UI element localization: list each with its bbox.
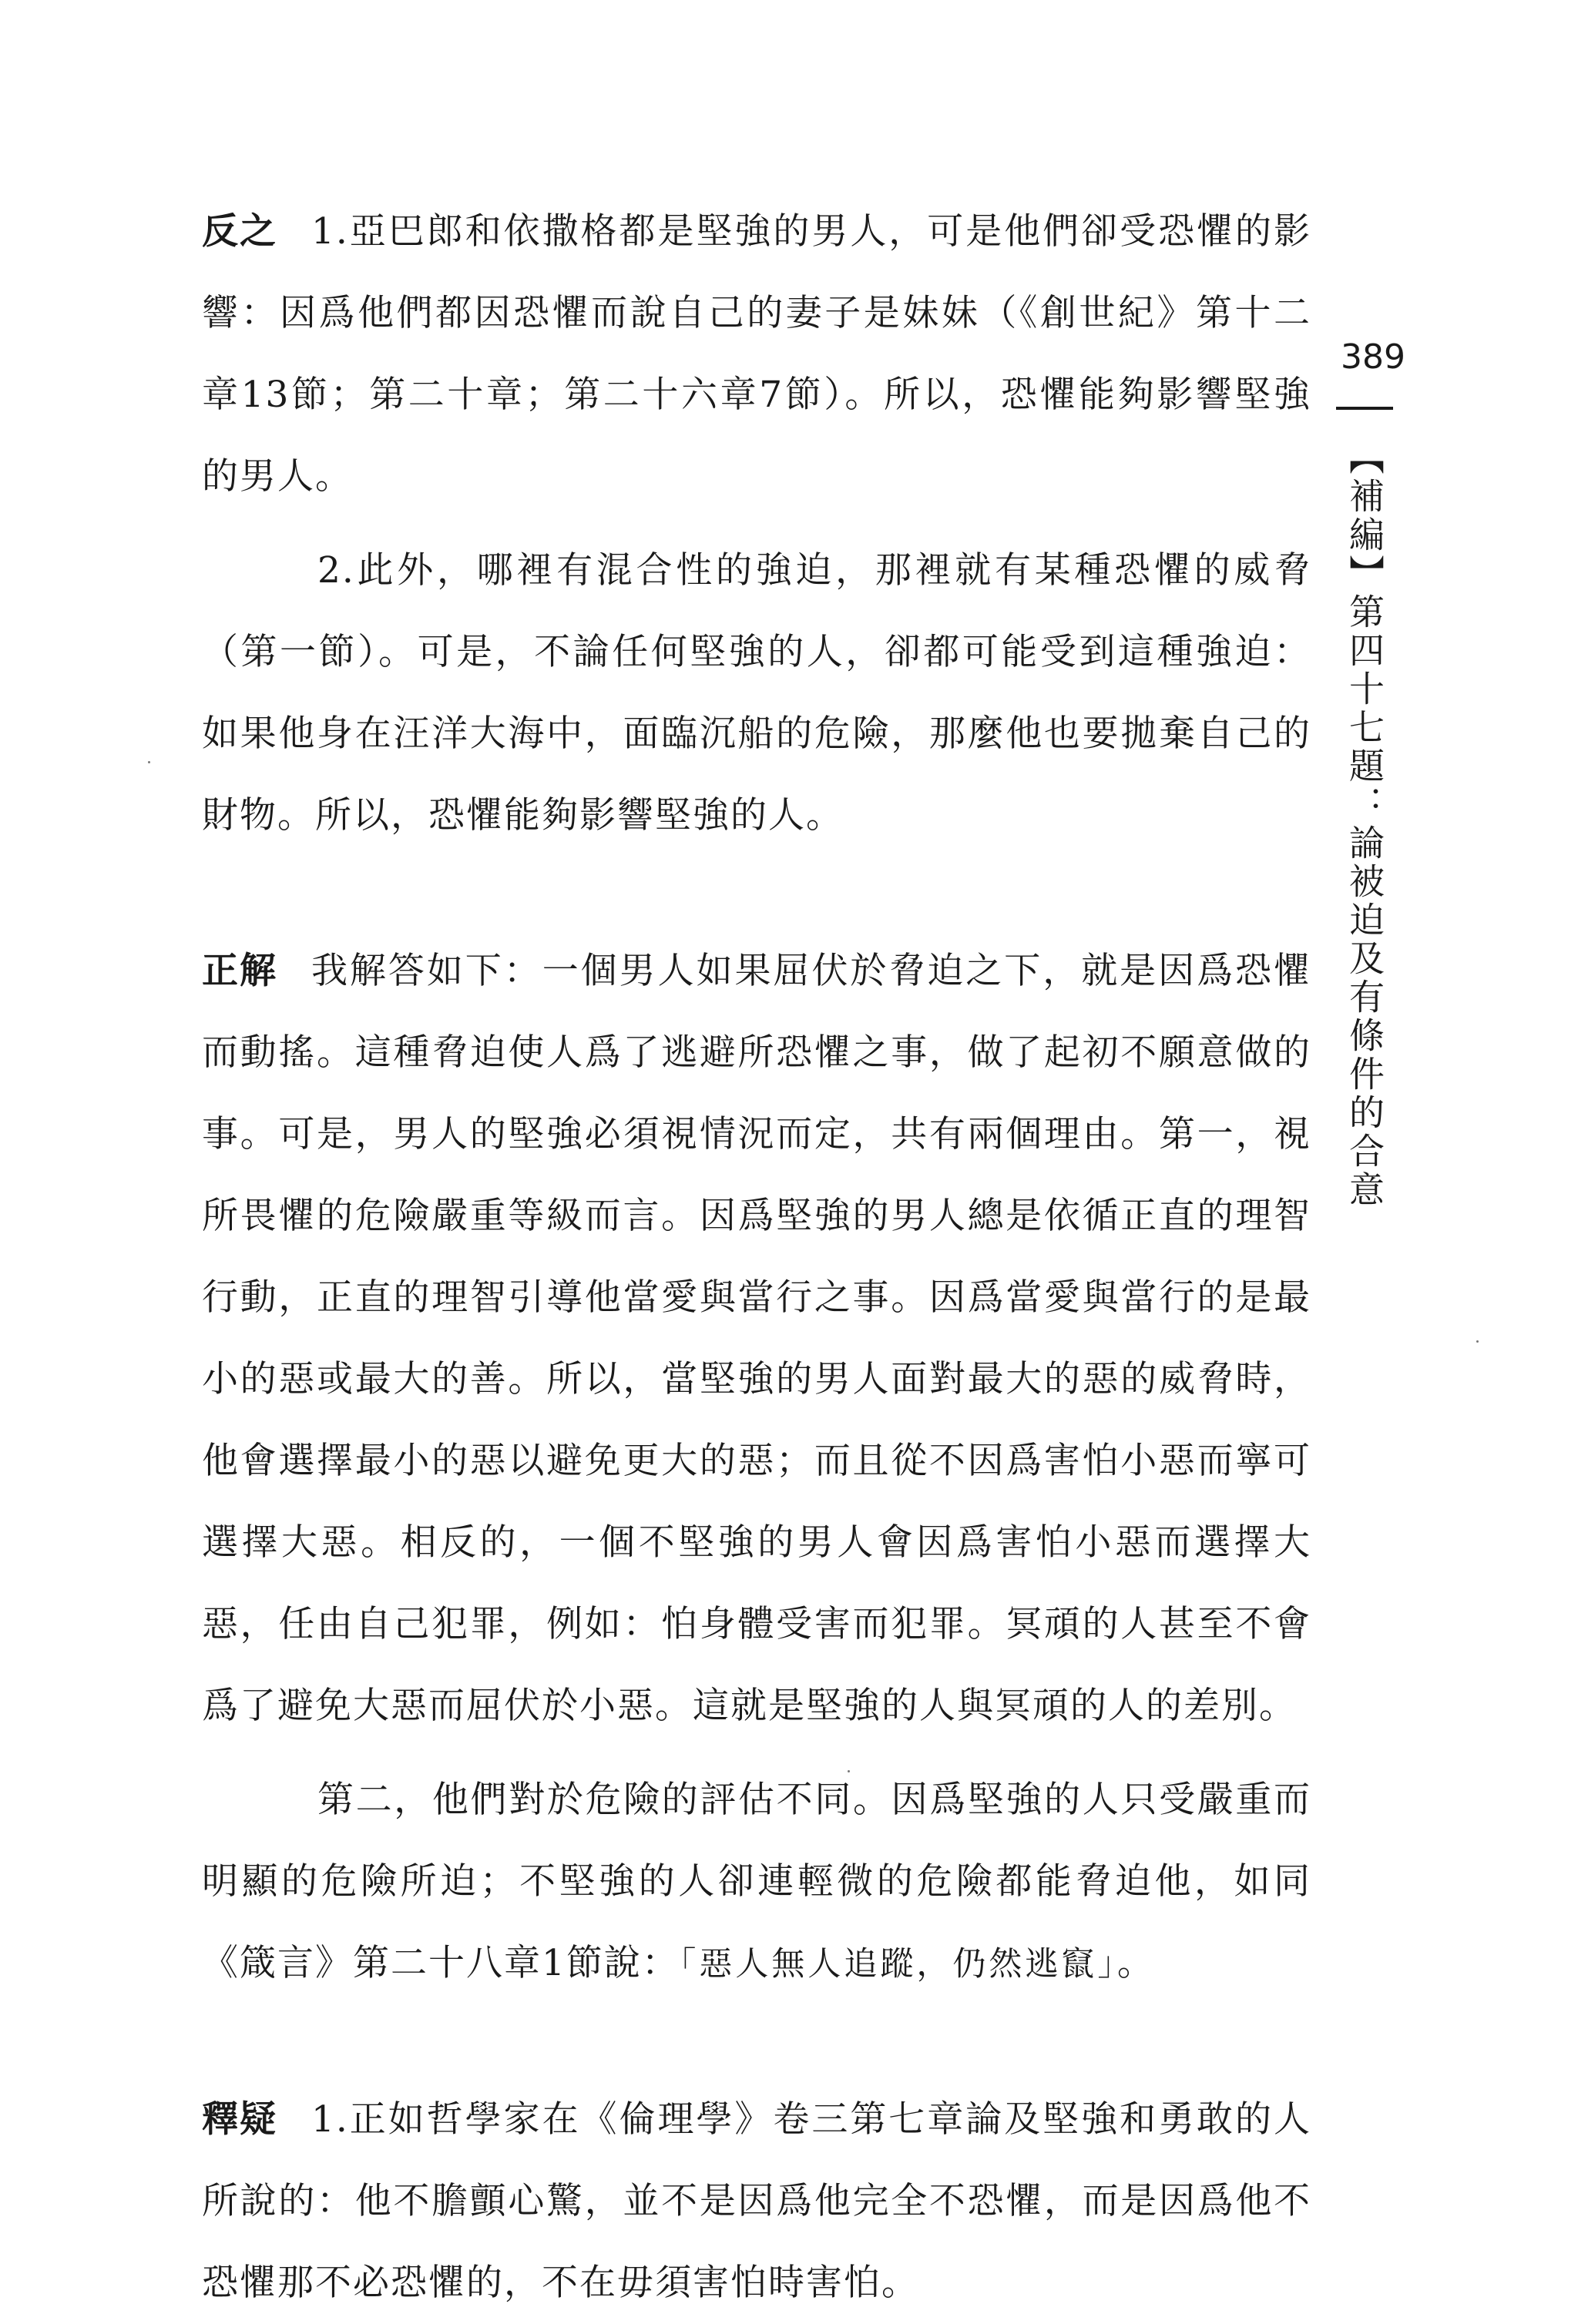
answer-text-2-end: 。 — [1116, 1942, 1155, 1984]
page-number: 389 — [1341, 337, 1405, 377]
objection-paragraph-1 — [202, 191, 1311, 518]
objection-heading: 反之 — [202, 210, 277, 253]
objection-text-1: 1.亞巴郎和依撒格都是堅強的男人，可是他們卻受恐懼的影響：因爲他們都因恐懼而說自己的妻子是妹妹（《創世紀》第十二章13節；第二十章；第二十六章7節）。所以，恐懼能夠影響堅強的男人。 — [202, 210, 1311, 498]
answer-text-1: 我解答如下：一個男人如果屈伏於脅迫之下，就是因爲恐懼而動搖。這種脅迫使人爲了逃避所恐懼之事，做了起初不願意做的事。可是，男人的堅強必須視情況而定，共有兩個理由。第一，視所畏懼的危險嚴重等級而言。因爲堅強的男人總是依循正直的理智行動，正直的理智引導他當愛與當行之事。因爲當愛與當行的是最小的惡或最大的善。所以，當堅強的男人面對最大的惡的威脅時，他會選擇最小的惡以避免更大的惡；而且從不因爲害怕小惡而寧可選擇大惡。相反的，一個不堅強的男人會因爲害怕小惡而選擇大惡，任由自己犯罪，例如：怕身體受害而犯罪。冥頑的人甚至不會爲了避免大惡而屈伏於小惡。這就是堅強的人與冥頑的人的差別。 — [202, 950, 1312, 1727]
objection-section — [202, 191, 1311, 857]
answer-text-2: 第二，他們對於危險的評估不同。因爲堅強的人只受嚴重而明顯的危險所迫；不堅強的人卻連輕微的危險都能脅迫他，如同《箴言》第二十八章1節說： — [202, 1779, 1311, 1984]
scan-speck — [148, 761, 150, 763]
main-text-column — [202, 191, 1311, 2324]
answer-heading: 正解 — [202, 950, 277, 992]
scan-speck — [1476, 1340, 1479, 1343]
running-head: 【補編】第四十七題：論被迫及有條件的合意 — [1344, 439, 1385, 1209]
folio-divider — [1336, 407, 1393, 410]
reply-paragraph-1 — [202, 2079, 1311, 2324]
objection-paragraph-2: 2.此外，哪裡有混合性的強迫，那裡就有某種恐懼的威脅（第一節）。可是，不論任何堅強的人，卻都可能受到這種強迫：如果他身在汪洋大海中，面臨沉船的危險，那麼他也要拋棄自己的財物。所以，恐懼能夠影響堅強的人。 — [202, 549, 1311, 837]
answer-paragraph-1 — [202, 931, 1311, 1747]
reply-section — [202, 2079, 1311, 2324]
answer-paragraph-2 — [202, 1759, 1311, 2005]
scan-speck — [848, 1770, 850, 1772]
reply-heading: 釋疑 — [202, 2098, 277, 2141]
answer-section — [202, 931, 1311, 2005]
reply-text-1: 1.正如哲學家在《倫理學》卷三第七章論及堅強和勇敢的人所說的：他不膽顫心驚，並不是因爲他完全不恐懼，而是因爲他不恐懼那不必恐懼的，不在毋須害怕時害怕。 — [202, 2098, 1311, 2304]
proverbs-quote: 「惡人無人追蹤，仍然逃竄」 — [679, 1945, 1117, 1984]
